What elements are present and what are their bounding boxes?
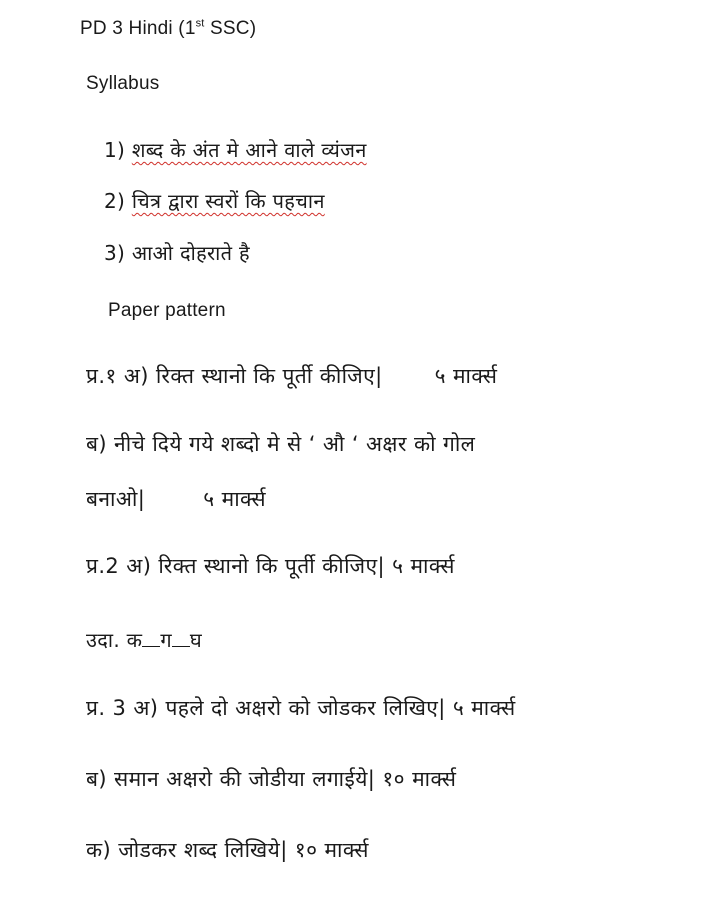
title-suffix: SSC) (204, 18, 257, 39)
syllabus-item-text: शब्द के अंत मे आने वाले व्यंजन (131, 138, 367, 162)
syllabus-item-1 (104, 136, 367, 163)
question-text: प्र.१ अ) रिक्त स्थानो कि पूर्ती कीजिए| (86, 364, 383, 388)
question-3b: ब) समान अक्षरो की जोडीया लगाईये| १० मार्क्स (86, 767, 457, 791)
example-prefix: उदा. क (86, 628, 143, 652)
question-1a (86, 362, 497, 390)
blank-line (172, 632, 190, 647)
syllabus-item-3 (104, 239, 250, 266)
question-2a: प्र.2 अ) रिक्त स्थानो कि पूर्ती कीजिए| ५ मार्क्स (86, 554, 455, 578)
syllabus-item-number: 3) (104, 241, 126, 265)
blank-line (142, 632, 160, 647)
syllabus-item-text: चित्र द्वारा स्वरों कि पहचान (131, 189, 325, 213)
question-marks: ५ मार्क्स (434, 364, 498, 388)
syllabus-item-text: आओ दोहराते है (131, 241, 250, 265)
document-title (80, 18, 256, 40)
paper-pattern-heading: Paper pattern (108, 300, 226, 321)
example-sequence (86, 626, 202, 653)
question-3a: प्र. 3 अ) पहले दो अक्षरो को जोडकर लिखिए| ५ मार्क्स (86, 696, 516, 720)
question-marks: ५ मार्क्स (203, 487, 266, 511)
title-superscript: st (195, 17, 205, 30)
question-text: बनाओ| (86, 487, 146, 511)
syllabus-heading: Syllabus (86, 73, 160, 94)
question-1b-continued (86, 485, 266, 513)
title-prefix: PD 3 Hindi (1 (80, 18, 196, 39)
example-suffix: घ (189, 628, 203, 652)
syllabus-item-2 (104, 187, 325, 214)
example-middle: ग (160, 628, 172, 652)
question-3c: क) जोडकर शब्द लिखिये| १० मार्क्स (86, 838, 369, 862)
question-1b: ब) नीचे दिये गये शब्दो मे से ‘ औ ‘ अक्षर को गोल (86, 432, 476, 456)
syllabus-item-number: 2) (104, 189, 126, 213)
syllabus-item-number: 1) (104, 138, 126, 162)
